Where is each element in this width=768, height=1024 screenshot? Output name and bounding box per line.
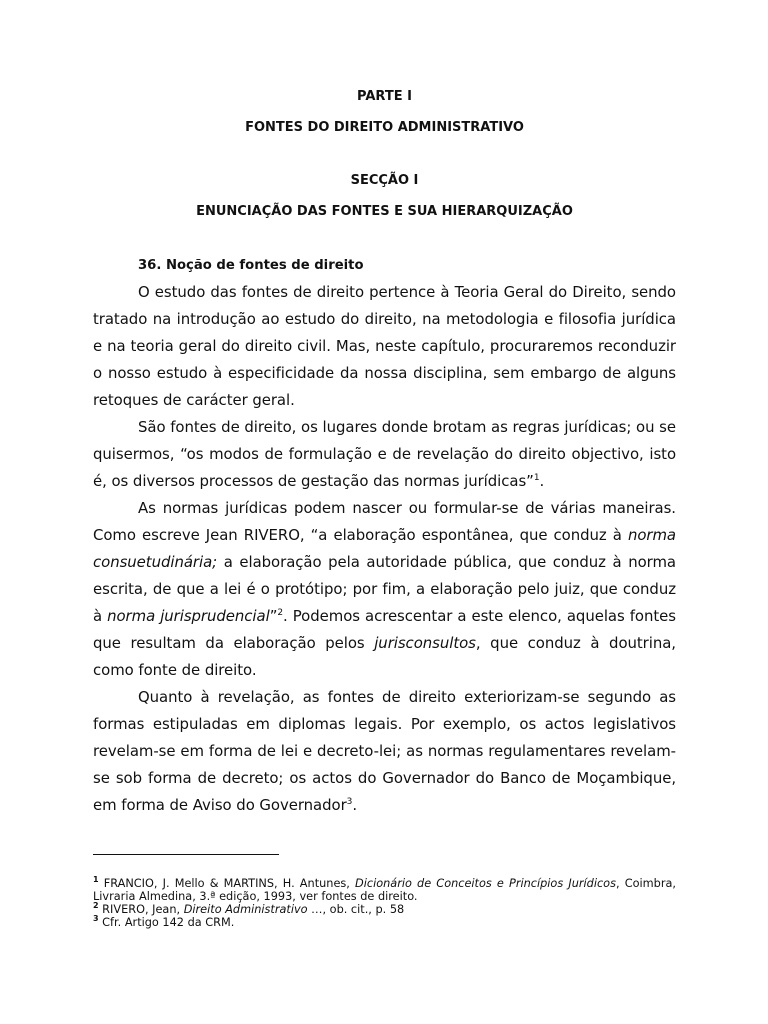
part-heading: PARTE I xyxy=(357,89,412,104)
footnote-3-text-a: Cfr. Artigo 142 da CRM. xyxy=(98,916,235,929)
paragraph-2 xyxy=(93,414,676,495)
paragraph-3 xyxy=(93,495,676,684)
paragraph-3-text-b: a elaboração pela autoridade pública, que conduz à norma escrita, de que a lei é o protótipo; por fim, a elaboração pelo juiz, que conduz à xyxy=(93,553,676,625)
footnote-1-mark: 1 xyxy=(93,875,99,885)
footnote-ref-2: 2 xyxy=(277,608,284,619)
paragraph-3-text-c: ” xyxy=(269,607,278,625)
paragraph-3-italic-2: norma jurisprudencial xyxy=(107,607,270,625)
paragraph-3-text-a: As normas jurídicas podem nascer ou formular-se de várias maneiras. Como escreve Jean RIVERO, “a elaboração espontânea, que conduz à xyxy=(93,499,676,544)
footnote-ref-3: 3 xyxy=(346,797,353,808)
paragraph-4-end: . xyxy=(352,796,358,814)
paragraph-2-end: . xyxy=(539,472,545,490)
footnote-1-text-a: FRANCIO, J. Mello & MARTINS, H. Antunes, xyxy=(98,877,356,890)
footnote-3 xyxy=(93,916,676,929)
paragraph-1: O estudo das fontes de direito pertence à Teoria Geral do Direito, sendo tratado na introdução ao estudo do direito, na metodologia e filosofia jurídica e na teoria geral do direito civil. Mas, neste capítulo, procuraremos reconduzir o nosso estudo à especificidade da nossa disciplina, sem embargo de alguns retoques de carácter geral. xyxy=(93,283,676,409)
footnote-3-mark: 3 xyxy=(93,914,99,924)
section-title: ENUNCIAÇÃO DAS FONTES E SUA HIERARQUIZAÇÃO xyxy=(196,204,573,219)
footnote-2-italic: Direito Administrativo xyxy=(183,903,308,916)
paragraph-3-text-e: , que conduz à doutrina, como fonte de direito. xyxy=(93,634,676,679)
footnote-1-text-b: , Coimbra, Livraria Almedina, 3.ª edição, 1993, ver fontes de direito. xyxy=(93,877,676,903)
footnote-2 xyxy=(93,903,676,916)
paragraph-4-text: Quanto à revelação, as fontes de direito exteriorizam-se segundo as formas estipuladas em diplomas legais. Por exemplo, os actos legislativos revelam-se em forma de lei e decreto-lei; as normas regulamentares revelam-se sob forma de decreto; os actos do Governador do Banco de Moçambique, em forma de Aviso do Governador xyxy=(93,688,676,814)
paragraph-4 xyxy=(93,684,676,819)
paragraph-3-italic-3: jurisconsultos xyxy=(374,634,476,652)
footnote-2-text-a: RIVERO, Jean, xyxy=(98,903,184,916)
footnote-ref-1: 1 xyxy=(533,473,540,484)
section-heading: SECÇÃO I xyxy=(350,173,419,188)
part-title: FONTES DO DIREITO ADMINISTRATIVO xyxy=(245,120,524,135)
footnotes xyxy=(93,877,676,929)
subsection-heading: 36. Noção de fontes de direito xyxy=(138,258,364,273)
paragraph-3-italic-1: norma consuetudinária; xyxy=(93,526,676,571)
paragraph-2-text: São fontes de direito, os lugares donde brotam as regras jurídicas; ou se quisermos, “os modos de formulação e de revelação do direito objectivo, isto é, os diversos processos de gestação das normas jurídicas” xyxy=(93,418,676,490)
footnote-1 xyxy=(93,877,676,903)
footnote-2-mark: 2 xyxy=(93,901,99,911)
paragraph-3-text-d: . Podemos acrescentar a este elenco, aquelas fontes que resultam da elaboração pelos xyxy=(93,607,676,652)
footnote-1-italic: Dicionário de Conceitos e Princípios Jurídicos xyxy=(355,877,616,890)
document-body xyxy=(93,85,676,819)
footnote-2-text-b: …, ob. cit., p. 58 xyxy=(307,903,405,916)
footnote-separator xyxy=(93,854,279,855)
